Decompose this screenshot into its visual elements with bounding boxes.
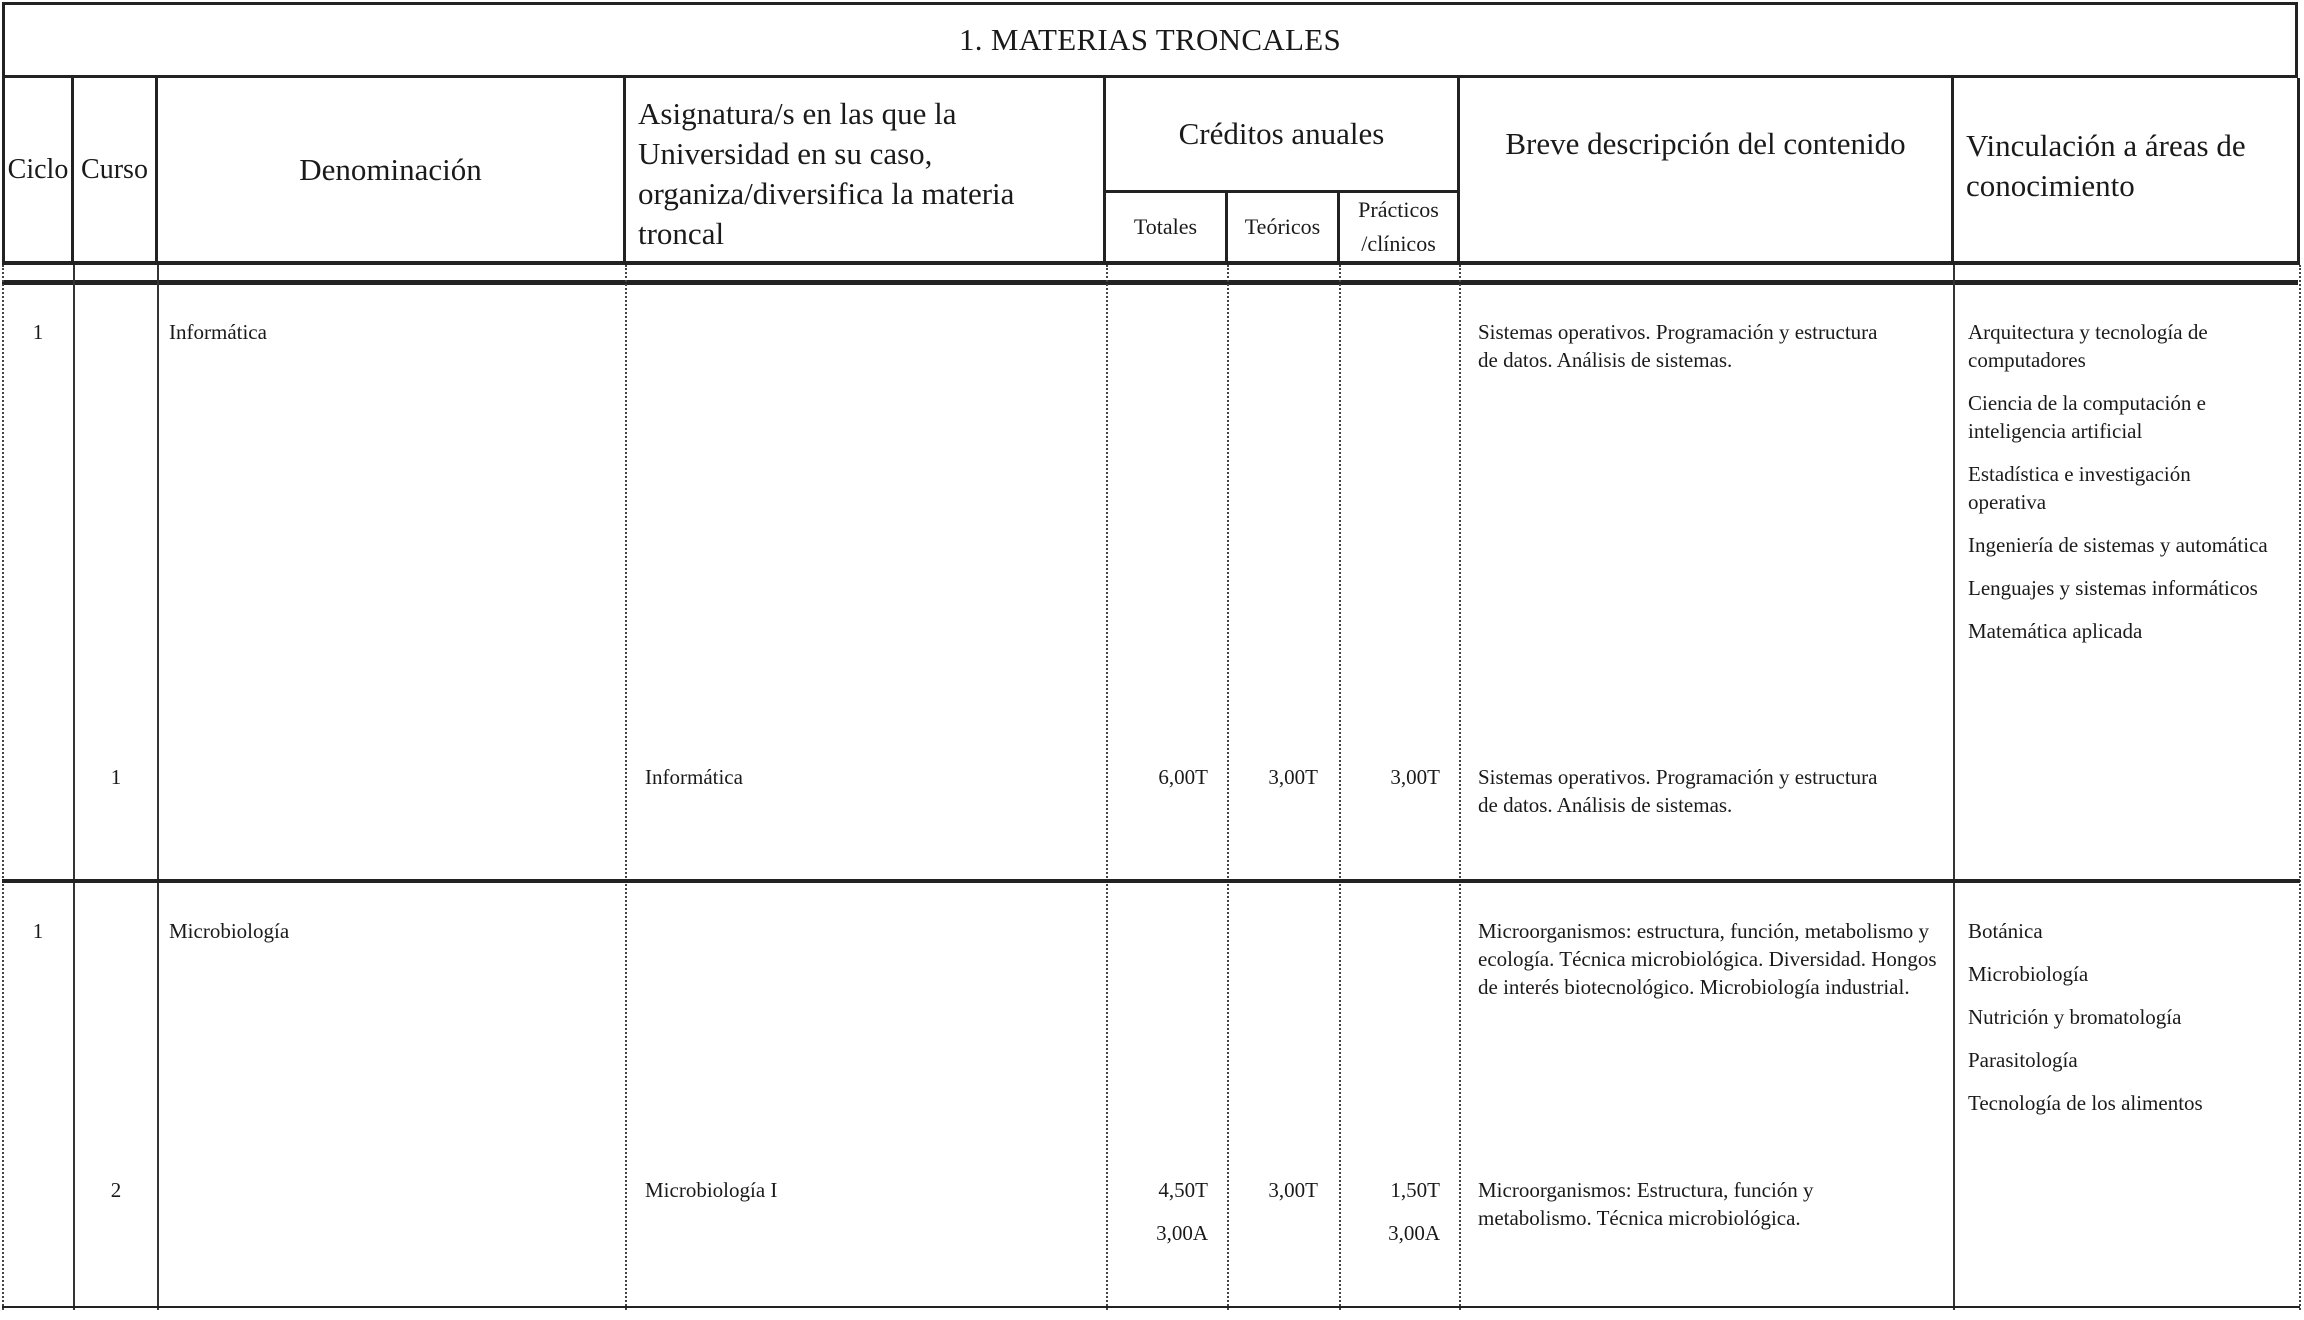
header-asignaturas: Asignatura/s en las que la Universidad en su caso, organiza/diversifica la materia troncal xyxy=(626,78,1106,265)
asignatura-descripcion: Sistemas operativos. Programación y estructura de datos. Análisis de sistemas. xyxy=(1478,765,1878,817)
creditos-practicos: 3,00T xyxy=(1390,765,1440,789)
creditos-totales: 6,00T xyxy=(1158,765,1208,789)
area-item: Arquitectura y tecnología de computadores xyxy=(1968,320,2208,372)
table-bottom xyxy=(2,1306,2300,1308)
creditos-practicos-a: 3,00A xyxy=(1388,1221,1440,1245)
area-item: Tecnología de los alimentos xyxy=(1968,1091,2203,1115)
area-item: Estadística e investigación operativa xyxy=(1968,462,2191,514)
area-item: Matemática aplicada xyxy=(1968,619,2143,643)
materia-descripcion: Sistemas operativos. Programación y estructura de datos. Análisis de sistemas. xyxy=(1478,320,1878,372)
materia-denominacion: Informática xyxy=(169,320,267,344)
header-ciclo: Ciclo xyxy=(2,78,74,265)
header-vinculacion: Vinculación a áreas de conocimiento xyxy=(1954,78,2300,265)
area-item: Botánica xyxy=(1968,919,2043,943)
header-teoricos: Teóricos xyxy=(1228,190,1340,265)
area-item: Ciencia de la computación e inteligencia artificial xyxy=(1968,391,2206,443)
block-divider xyxy=(2,879,2300,883)
area-item: Nutrición y bromatología xyxy=(1968,1005,2182,1029)
materia-ciclo: 1 xyxy=(32,320,44,344)
asignatura-curso: 1 xyxy=(110,765,122,789)
header-curso: Curso xyxy=(74,78,158,265)
section-title: 1. MATERIAS TRONCALES xyxy=(2,2,2298,78)
areas-conocimiento-list xyxy=(1968,318,2268,660)
grid-line xyxy=(2299,265,2301,1310)
header-totales: Totales xyxy=(1106,190,1228,265)
area-item: Microbiología xyxy=(1968,962,2089,986)
asignatura-curso: 2 xyxy=(110,1178,122,1202)
area-item: Lenguajes y sistemas informáticos xyxy=(1968,576,2258,600)
creditos-totales: 4,50T xyxy=(1158,1178,1208,1202)
asignatura-nombre: Microbiología I xyxy=(645,1178,778,1202)
header-creditos-anuales: Créditos anuales xyxy=(1106,78,1460,190)
areas-conocimiento-list xyxy=(1968,917,2268,1132)
grid-line xyxy=(1459,265,1461,1310)
grid-line xyxy=(2,265,4,1310)
asignatura-descripcion: Microorganismos: Estructura, función y metabolismo. Técnica microbiológica. xyxy=(1478,1178,1814,1230)
creditos-teoricos: 3,00T xyxy=(1268,765,1318,789)
header-practicos: Prácticos /clínicos xyxy=(1340,190,1460,265)
header-descripcion: Breve descripción del contenido xyxy=(1460,78,1954,265)
creditos-totales-a: 3,00A xyxy=(1156,1221,1208,1245)
grid-line xyxy=(625,265,627,1310)
area-item: Parasitología xyxy=(1968,1048,2078,1072)
creditos-teoricos: 3,00T xyxy=(1268,1178,1318,1202)
materia-ciclo: 1 xyxy=(32,919,44,943)
creditos-practicos: 1,50T xyxy=(1390,1178,1440,1202)
asignatura-nombre: Informática xyxy=(645,765,743,789)
materia-descripcion: Microorganismos: estructura, función, metabolismo y ecología. Técnica microbiológica. Diversidad. Hongos de interés biotecnológico. Microbiología industrial. xyxy=(1478,919,1937,999)
grid-line xyxy=(1953,265,1955,1310)
header-denominacion: Denominación xyxy=(158,78,626,265)
area-item: Ingeniería de sistemas y automática xyxy=(1968,533,2268,557)
materia-denominacion: Microbiología xyxy=(169,919,290,943)
